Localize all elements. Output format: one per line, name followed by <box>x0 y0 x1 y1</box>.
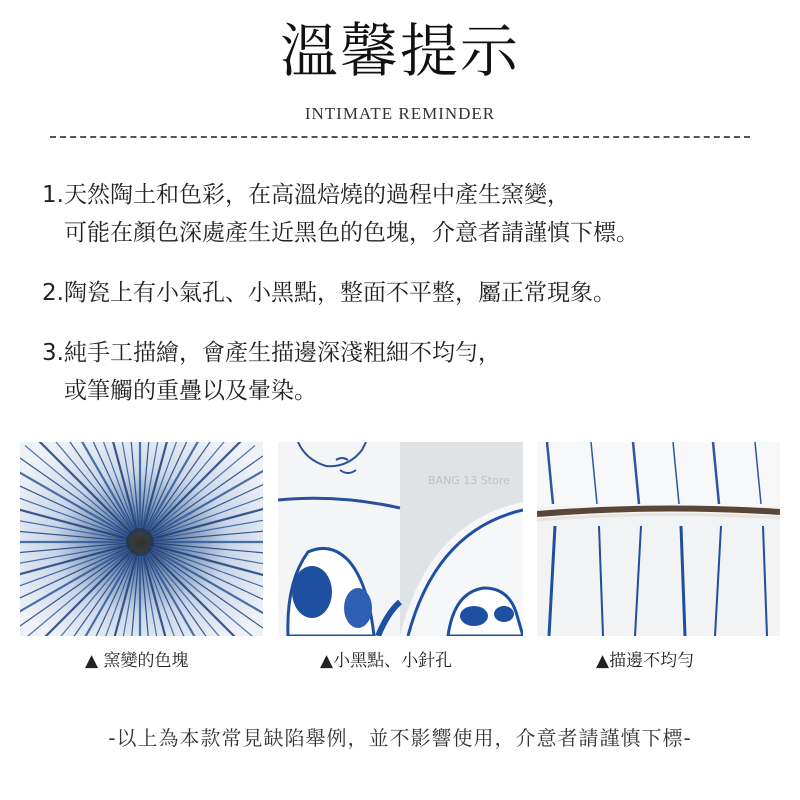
note-1 <box>42 176 772 252</box>
note-3-line-2: 或筆觸的重疊以及暈染。 <box>64 378 317 404</box>
dashed-divider <box>50 136 750 138</box>
page-subtitle: INTIMATE REMINDER <box>304 104 496 123</box>
store-watermark: BANG 13 Store <box>428 474 510 487</box>
caption-glaze: ▲ 窯變的色塊 <box>85 651 189 671</box>
photo-row <box>20 442 780 636</box>
note-1-line-1: 1.天然陶土和色彩，在高溫焙燒的過程中產生窯變， <box>42 182 570 208</box>
cat-bowl-photo <box>278 442 523 636</box>
note-3 <box>42 334 772 410</box>
note-1-line-2: 可能在顏色深處產生近黑色的色塊，介意者請謹慎下標。 <box>64 220 639 246</box>
note-3-line-1: 3.純手工描繪，會產生描邊深淺粗細不均勻， <box>42 340 501 366</box>
caption-spots: ▲小黑點、小針孔 <box>320 651 453 671</box>
notes-list <box>42 176 772 432</box>
striped-bowl-photo <box>537 442 780 636</box>
glaze-burst-photo <box>20 442 263 636</box>
note-2-line-1: 2.陶瓷上有小氣孔、小黑點，整面不平整，屬正常現象。 <box>42 280 616 306</box>
note-2 <box>42 274 772 312</box>
page-title: 溫馨提示 <box>279 17 520 85</box>
caption-outline: ▲描邊不均勻 <box>596 651 695 671</box>
footer-note: -以上為本款常見缺陷舉例，並不影響使用，介意者請謹慎下標- <box>108 726 692 750</box>
